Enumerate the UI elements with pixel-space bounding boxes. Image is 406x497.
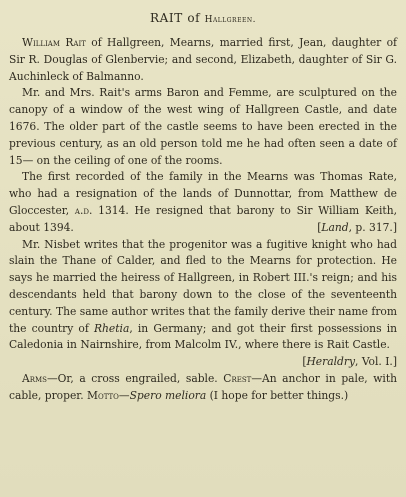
title-place: Hallgreen. (204, 15, 256, 25)
paragraph-marriages-text: of Hallgreen, Mearns, married first, Jean, daughter of Sir R. Douglas of Glenbervie; and second, Elizabeth, daughter of Sir G. Auchinleck of Balmanno. (9, 36, 398, 83)
citation-heraldry-page: , Vol. I.] (355, 355, 397, 369)
motto-label: Motto (87, 388, 119, 402)
motto-text: (I hope for better things.) (206, 388, 349, 402)
motto-latin: Spero meliora (129, 388, 207, 402)
paragraph-nisbet-text-a: Mr. Nisbet writes that the progenitor was a fugitive knight who had slain the Thane of Calder, and fled to the Mearns for protection. He says he married the heiress of Hallgreen, in Robert III.'s reign; and his descendants held that barony down to the close of the seventeenth century. The same author writes that the family derive their name from the country of (9, 237, 397, 335)
title-of: of (187, 11, 201, 25)
paragraph-first-recorded-text-b: 1314. He resigned that barony to Sir William Keith, about 1394. (9, 203, 397, 234)
page-title (9, 11, 397, 27)
crest-text: —An anchor in pale, with cable, proper. (9, 371, 397, 402)
paragraph-blazon (9, 371, 397, 405)
subject-name: William Rait (22, 36, 86, 49)
citation-heraldry (289, 354, 397, 371)
paragraph-marriages (9, 35, 397, 85)
motto-dash: — (118, 388, 130, 402)
paragraph-arms-sculpture-text: Mr. and Mrs. Rait's arms Baron and Femme, are sculptured on the canopy of a window of the west wing of Hallgreen Castle, and date 1676. The older part of the castle seems to have been erected in the previous century, as an old person told me he had often seen a date of 15— on the ceiling of one of the rooms. (9, 86, 397, 167)
paragraph-nisbet (9, 237, 397, 371)
citation-land-page: , p. 317.] (348, 220, 397, 234)
title-surname: RAIT (150, 11, 183, 25)
citation-land (304, 220, 397, 237)
citation-land-open: [ (317, 220, 322, 234)
arms-text: —Or, a cross engrailed, sable. (46, 371, 224, 385)
crest-label: Crest (223, 371, 252, 385)
citation-heraldry-work: Heraldry (306, 355, 356, 369)
paragraph-first-recorded (9, 169, 397, 236)
citation-heraldry-open: [ (302, 355, 307, 369)
paragraph-arms-sculpture (9, 85, 397, 169)
paragraph-nisbet-text-b: , in Germany; and got their first possessions in Caledonia in Nairnshire, from Malcolm IV., where there is Rait Castle. (9, 321, 398, 352)
citation-land-work: Land (321, 220, 349, 234)
anno-domini: a.d. (74, 203, 93, 217)
rhetia-term: Rhetia (93, 321, 130, 335)
paragraph-first-recorded-text-a: The first recorded of the family in the Mearns was Thomas Rate, who had a resignation of the lands of Dunnottar, from Matthew de Gloccester, (9, 170, 397, 217)
arms-label: Arms (22, 371, 47, 385)
